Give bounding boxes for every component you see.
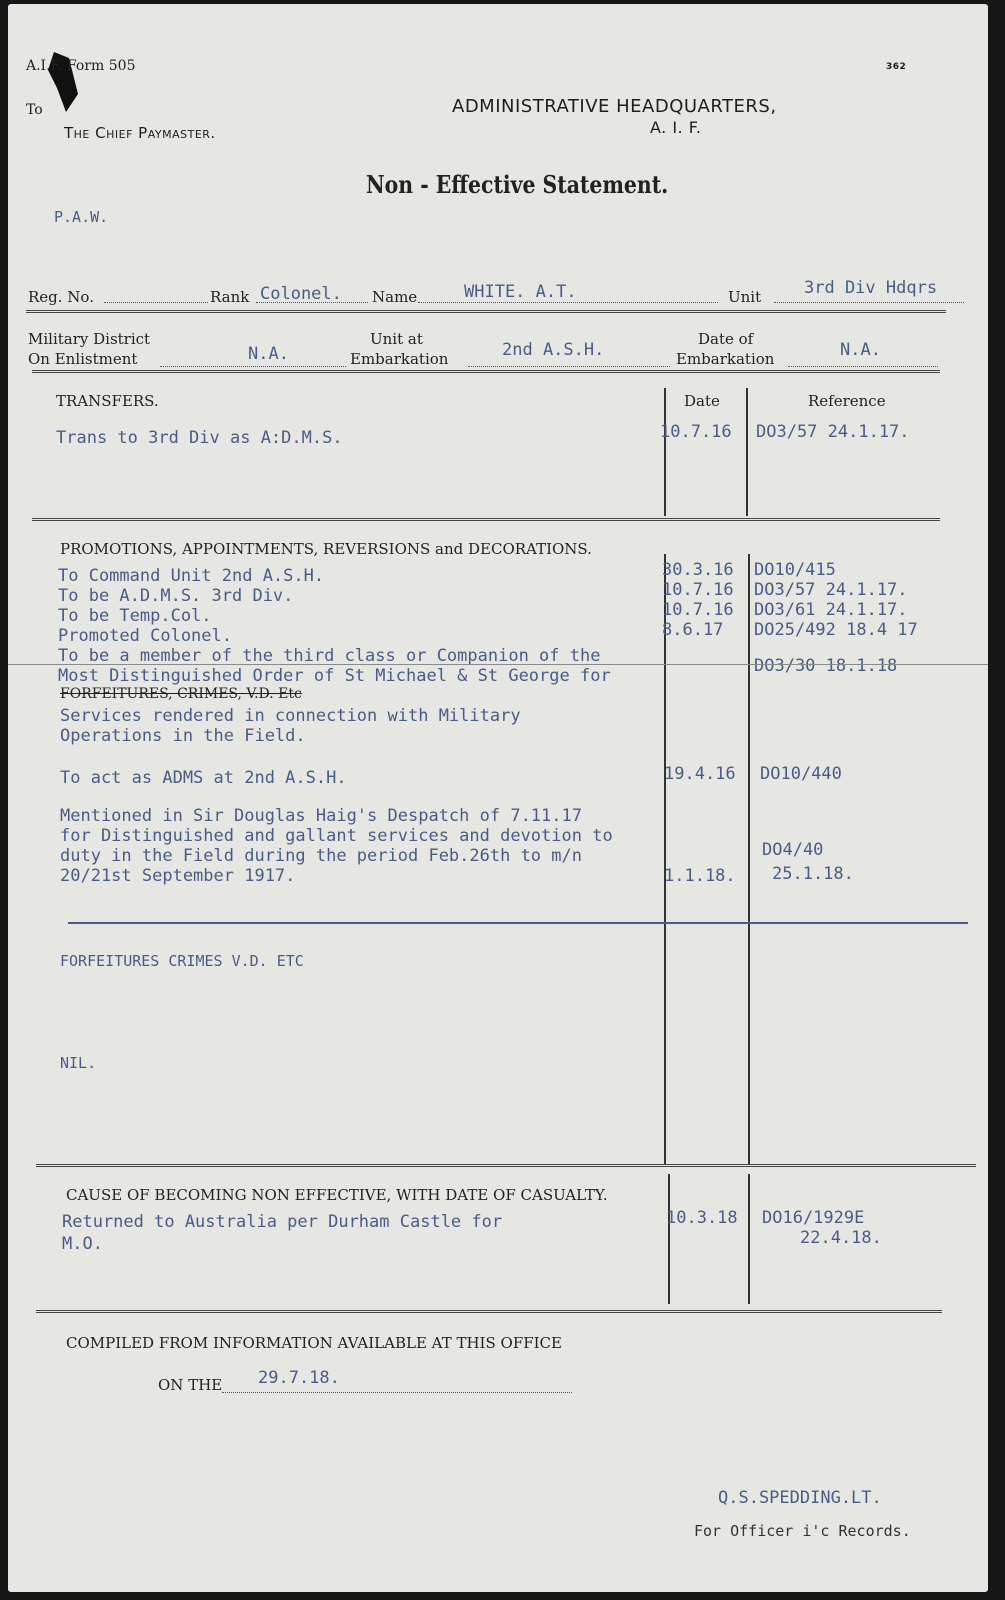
emb-unit-label-2: Embarkation bbox=[350, 350, 449, 368]
addressee: The Chief Paymaster. bbox=[64, 124, 216, 142]
column-rule bbox=[748, 1174, 750, 1304]
promotion-reference: DO25/492 18.4 17 bbox=[754, 620, 918, 640]
promotion-entry: To be a member of the third class or Companion of the bbox=[58, 646, 601, 666]
md-label-1: Military District bbox=[28, 330, 151, 348]
form-number: A.I.F. Form 505 bbox=[26, 58, 136, 74]
signature-title: For Officer i'c Records. bbox=[694, 1522, 911, 1540]
name-label: Name bbox=[372, 288, 418, 306]
rank-value: Colonel. bbox=[260, 284, 342, 304]
rule bbox=[36, 1164, 976, 1167]
rule bbox=[32, 518, 940, 521]
file-reference: P.A.W. bbox=[54, 208, 109, 226]
rule bbox=[32, 370, 940, 373]
rule bbox=[36, 1310, 942, 1313]
promotion-entry: To be Temp.Col. bbox=[58, 606, 212, 626]
mention-reference-2: 25.1.18. bbox=[772, 864, 854, 884]
forfeitures-entry: NIL. bbox=[60, 1054, 97, 1072]
office-line-1: ADMINISTRATIVE HEADQUARTERS, bbox=[452, 96, 777, 117]
transfer-date: 10.7.16 bbox=[660, 422, 732, 442]
signature: Q.S.SPEDDING.LT. bbox=[718, 1488, 882, 1508]
cause-reference-1: DO16/1929E bbox=[762, 1208, 865, 1228]
column-rule bbox=[664, 554, 666, 1164]
unit-value: 3rd Div Hdqrs bbox=[804, 278, 938, 298]
column-rule bbox=[748, 554, 750, 1164]
promotion-entry: To Command Unit 2nd A.S.H. bbox=[58, 566, 325, 586]
promotion-reference: DO3/30 18.1.18 bbox=[754, 656, 898, 676]
on-the-label: ON THE bbox=[158, 1376, 223, 1394]
mention-reference-1: DO4/40 bbox=[762, 840, 824, 860]
emb-unit-label-1: Unit at bbox=[370, 330, 423, 348]
struck-heading: FORFEITURES, CRIMES, V.D. Etc bbox=[60, 686, 302, 702]
promotion-date: 8.6.17 bbox=[662, 620, 724, 640]
page-number: 362 bbox=[886, 62, 907, 72]
mention-date: 1.1.18. bbox=[664, 866, 736, 886]
emb-date-label-1: Date of bbox=[698, 330, 754, 348]
transfers-heading: TRANSFERS. bbox=[56, 392, 159, 410]
compiled-statement: COMPILED FROM INFORMATION AVAILABLE AT THIS OFFICE bbox=[66, 1334, 562, 1352]
cause-line-1: Returned to Australia per Durham Castle for bbox=[62, 1212, 503, 1232]
transfer-entry: Trans to 3rd Div as A:D.M.S. bbox=[56, 428, 343, 448]
promotion-reference: DO3/57 24.1.17. bbox=[754, 580, 908, 600]
promotion-date: 30.3.16 bbox=[662, 560, 734, 580]
emb-date-value: N.A. bbox=[840, 340, 881, 360]
document-title: Non - Effective Statement. bbox=[366, 170, 669, 199]
reference-column-header: Reference bbox=[808, 392, 886, 410]
despatch-mention: Mentioned in Sir Douglas Haig's Despatch of 7.11.17 for Distinguished and gallant services and devotion to duty in the Field during the period Feb.26th to m/n 20/21st September 1917. bbox=[60, 806, 613, 886]
name-value: WHITE. A.T. bbox=[464, 282, 577, 302]
promotion-entry: Most Distinguished Order of St Michael & St George for bbox=[58, 666, 611, 686]
to-label: To bbox=[26, 102, 43, 118]
column-rule bbox=[664, 388, 666, 516]
promotion-reference: DO3/61 24.1.17. bbox=[754, 600, 908, 620]
promotion-dates bbox=[662, 560, 734, 640]
promotion-reference: DO10/415 bbox=[754, 560, 836, 580]
promotion-entries bbox=[58, 566, 611, 686]
reg-no-label: Reg. No. bbox=[28, 288, 94, 306]
paper-fold bbox=[8, 664, 988, 665]
promotion-entry: To be A.D.M.S. 3rd Div. bbox=[58, 586, 294, 606]
adms-date: 19.4.16 bbox=[664, 764, 736, 784]
unit-label: Unit bbox=[728, 288, 762, 306]
cause-line-2: M.O. bbox=[62, 1234, 103, 1254]
cause-date: 10.3.18 bbox=[666, 1208, 738, 1228]
column-rule bbox=[668, 1174, 670, 1304]
promotion-date: 10.7.16 bbox=[662, 600, 734, 620]
md-label-2: On Enlistment bbox=[28, 350, 138, 368]
cause-heading: CAUSE OF BECOMING NON EFFECTIVE, WITH DATE OF CASUALTY. bbox=[66, 1186, 608, 1204]
document-page bbox=[8, 4, 988, 1592]
transfer-reference: DO3/57 24.1.17. bbox=[756, 422, 910, 442]
column-rule bbox=[746, 388, 748, 516]
md-value: N.A. bbox=[248, 344, 289, 364]
adms-reference: DO10/440 bbox=[760, 764, 842, 784]
office-line-2: A. I. F. bbox=[650, 118, 702, 137]
typed-rule bbox=[68, 922, 968, 924]
date-column-header: Date bbox=[684, 392, 720, 410]
emb-unit-value: 2nd A.S.H. bbox=[502, 340, 605, 360]
emb-date-label-2: Embarkation bbox=[676, 350, 775, 368]
promotion-entry: Promoted Colonel. bbox=[58, 626, 232, 646]
forfeitures-heading: FORFEITURES CRIMES V.D. ETC bbox=[60, 952, 304, 970]
adms-entry: To act as ADMS at 2nd A.S.H. bbox=[60, 768, 347, 788]
promotion-references bbox=[754, 560, 918, 676]
cause-reference-2: 22.4.18. bbox=[800, 1228, 882, 1248]
rank-label: Rank bbox=[210, 288, 250, 306]
compiled-date: 29.7.18. bbox=[258, 1368, 340, 1388]
services-text: Services rendered in connection with Military Operations in the Field. bbox=[60, 706, 521, 746]
promotion-date: 10.7.16 bbox=[662, 580, 734, 600]
promotions-heading: PROMOTIONS, APPOINTMENTS, REVERSIONS and DECORATIONS. bbox=[60, 540, 592, 558]
rule bbox=[26, 310, 946, 313]
